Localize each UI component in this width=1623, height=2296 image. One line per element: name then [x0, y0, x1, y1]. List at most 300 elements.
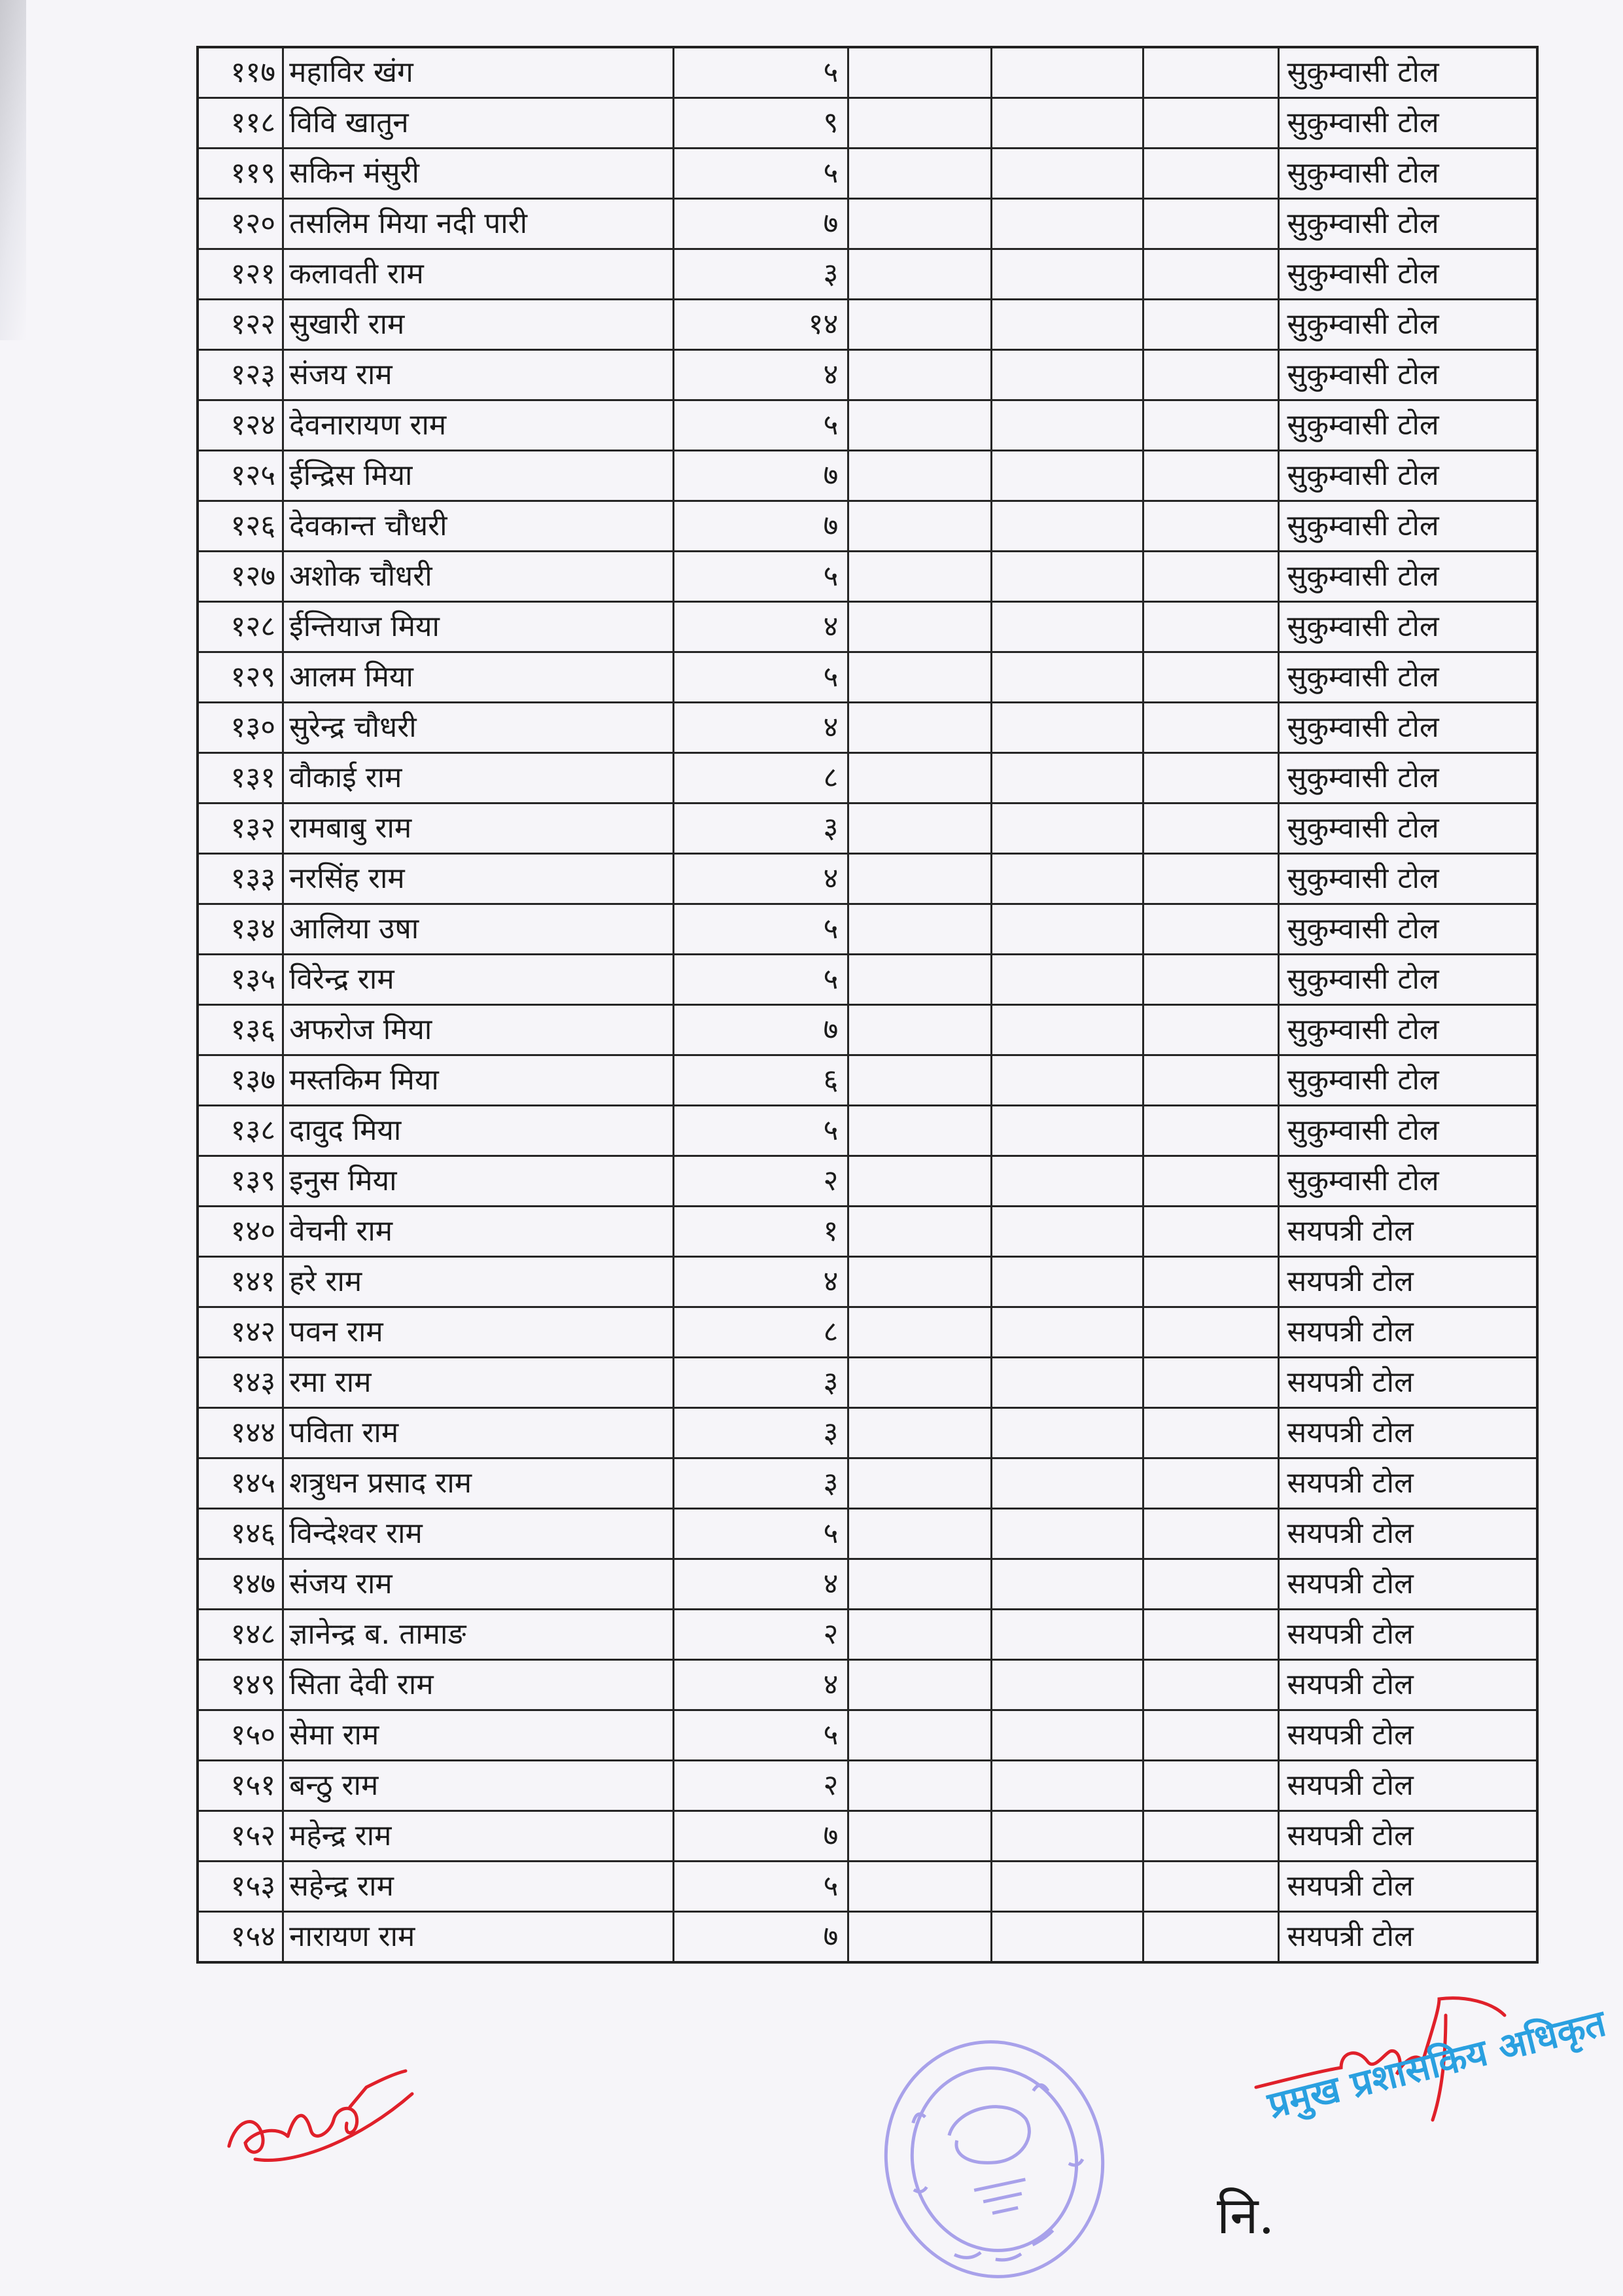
row-blank-cell — [848, 1559, 992, 1610]
row-family-count: ७ — [674, 1005, 848, 1055]
row-family-count: ७ — [674, 1811, 848, 1862]
table-row — [198, 1257, 1537, 1307]
row-name: पविता राम — [283, 1408, 674, 1458]
table-row — [198, 904, 1537, 955]
table-row — [198, 1408, 1537, 1458]
row-serial: १२३ — [198, 350, 283, 400]
row-serial: १३२ — [198, 804, 283, 854]
row-name: सुखारी राम — [283, 300, 674, 350]
row-name: दावुद मिया — [283, 1106, 674, 1156]
row-blank-cell — [992, 1156, 1143, 1207]
table-row — [198, 451, 1537, 501]
table-row — [198, 1912, 1537, 1963]
signer-prefix: नि. — [1217, 2187, 1275, 2246]
row-blank-cell — [1143, 249, 1278, 300]
row-blank-cell — [1143, 1610, 1278, 1660]
table-row — [198, 854, 1537, 904]
table-row — [198, 249, 1537, 300]
row-serial: १३० — [198, 703, 283, 753]
table-row — [198, 753, 1537, 804]
row-name: सिता देवी राम — [283, 1660, 674, 1710]
row-tol: सुकुम्वासी टोल — [1278, 350, 1537, 400]
row-family-count: ४ — [674, 1257, 848, 1307]
row-name: ईन्द्रिस मिया — [283, 451, 674, 501]
row-tol: सुकुम्वासी टोल — [1278, 804, 1537, 854]
row-serial: १५० — [198, 1710, 283, 1761]
row-blank-cell — [1143, 602, 1278, 652]
row-blank-cell — [992, 1862, 1143, 1912]
row-blank-cell — [848, 804, 992, 854]
row-name: संजय राम — [283, 1559, 674, 1610]
row-blank-cell — [848, 552, 992, 602]
row-name: पवन राम — [283, 1307, 674, 1358]
table-row — [198, 1106, 1537, 1156]
row-name: ज्ञानेन्द्र ब. तामाङ — [283, 1610, 674, 1660]
row-blank-cell — [992, 300, 1143, 350]
row-blank-cell — [848, 1055, 992, 1106]
row-serial: १२८ — [198, 602, 283, 652]
row-serial: १२४ — [198, 400, 283, 451]
row-blank-cell — [1143, 904, 1278, 955]
row-blank-cell — [848, 300, 992, 350]
row-family-count: ३ — [674, 1458, 848, 1509]
row-name: रामबाबु राम — [283, 804, 674, 854]
row-family-count: ७ — [674, 1912, 848, 1963]
row-name: मस्तकिम मिया — [283, 1055, 674, 1106]
row-blank-cell — [992, 1811, 1143, 1862]
row-blank-cell — [992, 249, 1143, 300]
row-blank-cell — [1143, 552, 1278, 602]
row-serial: १४० — [198, 1207, 283, 1257]
row-blank-cell — [1143, 1912, 1278, 1963]
row-serial: १४१ — [198, 1257, 283, 1307]
row-blank-cell — [1143, 652, 1278, 703]
row-blank-cell — [1143, 451, 1278, 501]
row-blank-cell — [992, 199, 1143, 249]
table-row — [198, 199, 1537, 249]
row-blank-cell — [848, 1509, 992, 1559]
row-serial: १३८ — [198, 1106, 283, 1156]
table-row — [198, 703, 1537, 753]
row-blank-cell — [1143, 350, 1278, 400]
row-tol: सुकुम्वासी टोल — [1278, 199, 1537, 249]
row-family-count: ४ — [674, 602, 848, 652]
row-tol: सयपत्री टोल — [1278, 1710, 1537, 1761]
row-serial: १४५ — [198, 1458, 283, 1509]
row-blank-cell — [848, 703, 992, 753]
row-blank-cell — [848, 1912, 992, 1963]
row-blank-cell — [848, 904, 992, 955]
row-blank-cell — [848, 955, 992, 1005]
row-name: हरे राम — [283, 1257, 674, 1307]
row-serial: १३५ — [198, 955, 283, 1005]
row-blank-cell — [848, 602, 992, 652]
row-blank-cell — [1143, 1509, 1278, 1559]
row-serial: १४२ — [198, 1307, 283, 1358]
row-blank-cell — [1143, 1710, 1278, 1761]
row-blank-cell — [848, 1156, 992, 1207]
row-tol: सयपत्री टोल — [1278, 1207, 1537, 1257]
row-tol: सुकुम्वासी टोल — [1278, 47, 1537, 98]
table-row — [198, 1358, 1537, 1408]
row-name: वौकाई राम — [283, 753, 674, 804]
row-family-count: ५ — [674, 552, 848, 602]
row-blank-cell — [848, 1106, 992, 1156]
row-serial: १३३ — [198, 854, 283, 904]
row-tol: सयपत्री टोल — [1278, 1358, 1537, 1408]
row-tol: सुकुम्वासी टोल — [1278, 753, 1537, 804]
row-blank-cell — [1143, 1156, 1278, 1207]
row-blank-cell — [848, 1610, 992, 1660]
row-serial: १४३ — [198, 1358, 283, 1408]
row-blank-cell — [992, 1307, 1143, 1358]
row-name: इनुस मिया — [283, 1156, 674, 1207]
row-name: बन्ठु राम — [283, 1761, 674, 1811]
row-name: नरसिंह राम — [283, 854, 674, 904]
table-row — [198, 350, 1537, 400]
row-family-count: ३ — [674, 1358, 848, 1408]
row-tol: सुकुम्वासी टोल — [1278, 904, 1537, 955]
row-serial: ११९ — [198, 149, 283, 199]
row-name: ईन्तियाज मिया — [283, 602, 674, 652]
row-blank-cell — [1143, 1005, 1278, 1055]
row-blank-cell — [1143, 753, 1278, 804]
row-blank-cell — [992, 1458, 1143, 1509]
row-blank-cell — [848, 1257, 992, 1307]
row-name: रमा राम — [283, 1358, 674, 1408]
row-blank-cell — [992, 1912, 1143, 1963]
row-family-count: ३ — [674, 249, 848, 300]
row-tol: सुकुम्वासी टोल — [1278, 955, 1537, 1005]
row-blank-cell — [992, 1005, 1143, 1055]
row-blank-cell — [848, 1761, 992, 1811]
row-blank-cell — [992, 1106, 1143, 1156]
row-blank-cell — [992, 602, 1143, 652]
office-seal — [870, 2028, 1119, 2290]
row-blank-cell — [992, 1660, 1143, 1710]
row-serial: १३६ — [198, 1005, 283, 1055]
row-name: देवनारायण राम — [283, 400, 674, 451]
row-name: नारायण राम — [283, 1912, 674, 1963]
table-row — [198, 300, 1537, 350]
row-blank-cell — [848, 451, 992, 501]
row-name: देवकान्त चौधरी — [283, 501, 674, 552]
row-blank-cell — [1143, 854, 1278, 904]
row-tol: सुकुम्वासी टोल — [1278, 703, 1537, 753]
row-name: कलावती राम — [283, 249, 674, 300]
row-blank-cell — [848, 1307, 992, 1358]
row-blank-cell — [992, 753, 1143, 804]
row-tol: सयपत्री टोल — [1278, 1862, 1537, 1912]
row-name: अफरोज मिया — [283, 1005, 674, 1055]
row-blank-cell — [1143, 1106, 1278, 1156]
table-row — [198, 1207, 1537, 1257]
row-tol: सुकुम्वासी टोल — [1278, 501, 1537, 552]
row-blank-cell — [992, 552, 1143, 602]
row-blank-cell — [848, 1005, 992, 1055]
row-serial: १३७ — [198, 1055, 283, 1106]
table-row — [198, 1811, 1537, 1862]
row-family-count: ९ — [674, 98, 848, 149]
table-row — [198, 1862, 1537, 1912]
row-tol: सयपत्री टोल — [1278, 1509, 1537, 1559]
row-blank-cell — [992, 501, 1143, 552]
row-family-count: ५ — [674, 1509, 848, 1559]
row-blank-cell — [848, 1408, 992, 1458]
row-family-count: ४ — [674, 854, 848, 904]
row-serial: १४४ — [198, 1408, 283, 1458]
row-family-count: २ — [674, 1156, 848, 1207]
row-name: आलम मिया — [283, 652, 674, 703]
row-blank-cell — [1143, 1207, 1278, 1257]
row-tol: सयपत्री टोल — [1278, 1660, 1537, 1710]
row-blank-cell — [992, 451, 1143, 501]
row-blank-cell — [1143, 47, 1278, 98]
row-serial: १२६ — [198, 501, 283, 552]
row-blank-cell — [992, 1358, 1143, 1408]
row-name: अशोक चौधरी — [283, 552, 674, 602]
row-blank-cell — [1143, 1761, 1278, 1811]
row-blank-cell — [992, 1408, 1143, 1458]
row-blank-cell — [848, 1710, 992, 1761]
row-serial: १५१ — [198, 1761, 283, 1811]
row-blank-cell — [1143, 149, 1278, 199]
row-name: सकिन मंसुरी — [283, 149, 674, 199]
row-family-count: ७ — [674, 501, 848, 552]
row-blank-cell — [848, 1811, 992, 1862]
row-blank-cell — [992, 1257, 1143, 1307]
row-tol: सुकुम्वासी टोल — [1278, 602, 1537, 652]
table-row — [198, 400, 1537, 451]
row-tol: सुकुम्वासी टोल — [1278, 1055, 1537, 1106]
row-blank-cell — [1143, 1408, 1278, 1458]
row-family-count: ५ — [674, 1106, 848, 1156]
row-blank-cell — [1143, 300, 1278, 350]
row-family-count: ३ — [674, 804, 848, 854]
row-family-count: ५ — [674, 1862, 848, 1912]
row-family-count: ५ — [674, 904, 848, 955]
row-tol: सुकुम्वासी टोल — [1278, 300, 1537, 350]
row-blank-cell — [1143, 199, 1278, 249]
row-serial: १३१ — [198, 753, 283, 804]
row-blank-cell — [848, 1358, 992, 1408]
row-blank-cell — [1143, 1811, 1278, 1862]
table-row — [198, 1156, 1537, 1207]
row-tol: सुकुम्वासी टोल — [1278, 1106, 1537, 1156]
row-tol: सयपत्री टोल — [1278, 1307, 1537, 1358]
row-blank-cell — [848, 47, 992, 98]
row-family-count: ३ — [674, 1408, 848, 1458]
row-tol: सयपत्री टोल — [1278, 1761, 1537, 1811]
row-family-count: ८ — [674, 1307, 848, 1358]
row-blank-cell — [992, 1559, 1143, 1610]
row-serial: १४७ — [198, 1559, 283, 1610]
row-name: तसलिम मिया नदी पारी — [283, 199, 674, 249]
row-blank-cell — [848, 199, 992, 249]
office-title: प्रमुख प्रशासकिय अधिकृत — [1263, 2002, 1611, 2127]
row-serial: १२५ — [198, 451, 283, 501]
row-blank-cell — [848, 400, 992, 451]
row-serial: ११८ — [198, 98, 283, 149]
row-tol: सुकुम्वासी टोल — [1278, 1156, 1537, 1207]
left-signature — [216, 2068, 425, 2179]
row-serial: १४९ — [198, 1660, 283, 1710]
row-blank-cell — [1143, 501, 1278, 552]
row-tol: सयपत्री टोल — [1278, 1912, 1537, 1963]
row-blank-cell — [848, 501, 992, 552]
row-blank-cell — [992, 1610, 1143, 1660]
row-name: सहेन्द्र राम — [283, 1862, 674, 1912]
row-blank-cell — [992, 149, 1143, 199]
table-row — [198, 955, 1537, 1005]
row-tol: सुकुम्वासी टोल — [1278, 400, 1537, 451]
row-serial: १४६ — [198, 1509, 283, 1559]
row-serial: १२७ — [198, 552, 283, 602]
row-tol: सयपत्री टोल — [1278, 1610, 1537, 1660]
row-blank-cell — [992, 1761, 1143, 1811]
table-row — [198, 149, 1537, 199]
row-family-count: १४ — [674, 300, 848, 350]
row-tol: सयपत्री टोल — [1278, 1559, 1537, 1610]
row-blank-cell — [992, 1055, 1143, 1106]
row-tol: सुकुम्वासी टोल — [1278, 451, 1537, 501]
row-blank-cell — [992, 804, 1143, 854]
table-row — [198, 47, 1537, 98]
row-name: शत्रुधन प्रसाद राम — [283, 1458, 674, 1509]
row-name: महेन्द्र राम — [283, 1811, 674, 1862]
row-tol: सयपत्री टोल — [1278, 1458, 1537, 1509]
row-blank-cell — [992, 98, 1143, 149]
row-blank-cell — [1143, 804, 1278, 854]
row-blank-cell — [992, 955, 1143, 1005]
scanned-page-edge — [0, 0, 26, 340]
row-family-count: ८ — [674, 753, 848, 804]
row-blank-cell — [1143, 1862, 1278, 1912]
row-family-count: २ — [674, 1761, 848, 1811]
row-blank-cell — [992, 1710, 1143, 1761]
row-tol: सयपत्री टोल — [1278, 1408, 1537, 1458]
table-row — [198, 652, 1537, 703]
row-tol: सुकुम्वासी टोल — [1278, 552, 1537, 602]
row-family-count: ५ — [674, 1710, 848, 1761]
table-row — [198, 804, 1537, 854]
row-serial: १२९ — [198, 652, 283, 703]
row-serial: १२२ — [198, 300, 283, 350]
row-blank-cell — [848, 1660, 992, 1710]
row-tol: सयपत्री टोल — [1278, 1811, 1537, 1862]
row-serial: १५४ — [198, 1912, 283, 1963]
row-serial: १५२ — [198, 1811, 283, 1862]
row-family-count: ५ — [674, 400, 848, 451]
row-name: वेचनी राम — [283, 1207, 674, 1257]
row-blank-cell — [1143, 400, 1278, 451]
row-serial: १३४ — [198, 904, 283, 955]
row-name: आलिया उषा — [283, 904, 674, 955]
table-row — [198, 602, 1537, 652]
row-blank-cell — [992, 400, 1143, 451]
row-blank-cell — [992, 47, 1143, 98]
row-name: विवि खातुन — [283, 98, 674, 149]
row-blank-cell — [1143, 98, 1278, 149]
row-serial: १३९ — [198, 1156, 283, 1207]
row-family-count: ५ — [674, 955, 848, 1005]
row-tol: सुकुम्वासी टोल — [1278, 652, 1537, 703]
row-blank-cell — [1143, 1660, 1278, 1710]
row-family-count: ४ — [674, 703, 848, 753]
table-row — [198, 501, 1537, 552]
table-row — [198, 1761, 1537, 1811]
row-blank-cell — [848, 753, 992, 804]
row-blank-cell — [992, 652, 1143, 703]
table-row — [198, 1660, 1537, 1710]
row-blank-cell — [1143, 1307, 1278, 1358]
row-name: महाविर खंग — [283, 47, 674, 98]
row-family-count: ४ — [674, 350, 848, 400]
row-blank-cell — [1143, 1458, 1278, 1509]
row-name: विरेन्द्र राम — [283, 955, 674, 1005]
row-blank-cell — [848, 149, 992, 199]
table-row — [198, 1307, 1537, 1358]
row-blank-cell — [992, 854, 1143, 904]
row-serial: ११७ — [198, 47, 283, 98]
row-serial: १२१ — [198, 249, 283, 300]
row-family-count: १ — [674, 1207, 848, 1257]
row-family-count: ७ — [674, 451, 848, 501]
row-blank-cell — [848, 98, 992, 149]
row-blank-cell — [992, 904, 1143, 955]
row-family-count: ४ — [674, 1559, 848, 1610]
row-blank-cell — [848, 652, 992, 703]
row-name: संजय राम — [283, 350, 674, 400]
table-body — [198, 47, 1537, 1962]
row-blank-cell — [992, 350, 1143, 400]
row-blank-cell — [848, 1862, 992, 1912]
row-blank-cell — [1143, 1559, 1278, 1610]
row-family-count: ५ — [674, 652, 848, 703]
row-serial: १२० — [198, 199, 283, 249]
row-blank-cell — [1143, 1257, 1278, 1307]
row-blank-cell — [1143, 1055, 1278, 1106]
row-blank-cell — [992, 1509, 1143, 1559]
row-family-count: २ — [674, 1610, 848, 1660]
row-blank-cell — [992, 1207, 1143, 1257]
row-blank-cell — [848, 350, 992, 400]
row-tol: सुकुम्वासी टोल — [1278, 249, 1537, 300]
row-blank-cell — [848, 249, 992, 300]
table-row — [198, 1509, 1537, 1559]
row-tol: सुकुम्वासी टोल — [1278, 98, 1537, 149]
row-tol: सुकुम्वासी टोल — [1278, 854, 1537, 904]
table-row — [198, 1055, 1537, 1106]
row-family-count: ४ — [674, 1660, 848, 1710]
table-row — [198, 552, 1537, 602]
row-serial: १५३ — [198, 1862, 283, 1912]
row-blank-cell — [848, 1458, 992, 1509]
household-list-table — [196, 46, 1539, 1964]
row-tol: सुकुम्वासी टोल — [1278, 149, 1537, 199]
table-row — [198, 1559, 1537, 1610]
table-row — [198, 1458, 1537, 1509]
row-name: सेमा राम — [283, 1710, 674, 1761]
row-family-count: ६ — [674, 1055, 848, 1106]
row-name: सुरेन्द्र चौधरी — [283, 703, 674, 753]
row-blank-cell — [1143, 703, 1278, 753]
row-blank-cell — [848, 1207, 992, 1257]
table-row — [198, 1005, 1537, 1055]
row-blank-cell — [992, 703, 1143, 753]
table-row — [198, 1610, 1537, 1660]
row-name: विन्देश्वर राम — [283, 1509, 674, 1559]
